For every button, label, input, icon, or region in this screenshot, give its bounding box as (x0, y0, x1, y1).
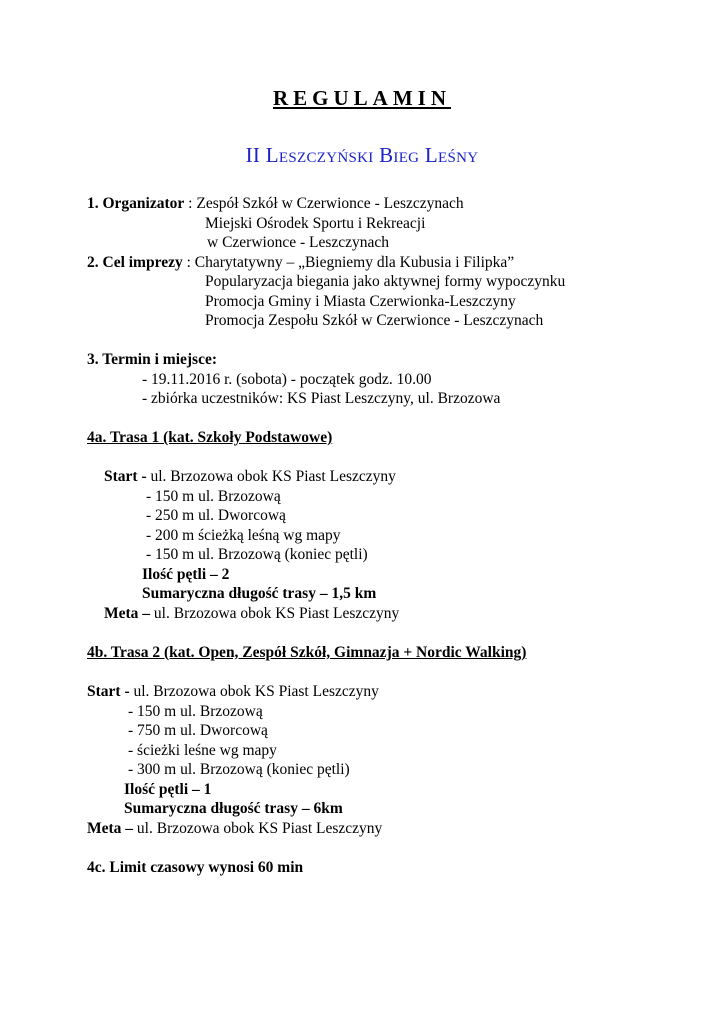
route1-heading: 4a. Trasa 1 (kat. Szkoły Podstawowe) (87, 429, 333, 446)
organizer-line: Zespół Szkół w Czerwionce - Leszczynach (196, 195, 464, 212)
document-title: REGULAMIN (272, 86, 451, 110)
route1-loops-text: Ilość pętli – 2 (142, 566, 230, 583)
route2-start-text: ul. Brzozowa obok KS Piast Leszczyny (129, 683, 379, 700)
route1-step: - 150 m ul. Brzozową (146, 488, 281, 505)
route2-start-label: Start - (87, 683, 130, 700)
term-heading-text: 3. Termin i miejsce: (87, 351, 218, 368)
goal-label: 2. Cel imprezy (87, 254, 183, 271)
route1-total-text: Sumaryczna długość trasy – 1,5 km (142, 585, 377, 602)
route1-loops (142, 565, 229, 585)
route2-start (87, 682, 379, 702)
route2-step: - 750 m ul. Dworcową (128, 722, 268, 739)
route2-finish (87, 819, 382, 839)
route1-total (142, 584, 376, 604)
route1-finish-text: ul. Brzozowa obok KS Piast Leszczyny (150, 605, 400, 622)
route1-finish (104, 604, 399, 624)
route1-start-text: ul. Brzozowa obok KS Piast Leszczyny (146, 468, 396, 485)
time-limit-text: 4c. Limit czasowy wynosi 60 min (87, 859, 304, 876)
route2-finish-text: ul. Brzozowa obok KS Piast Leszczyny (133, 820, 383, 837)
route2-loops (124, 780, 211, 800)
organizer-label: 1. Organizator (87, 195, 185, 212)
term-line: - zbiórka uczestników: KS Piast Leszczyny, ul. Brzozowa (142, 390, 501, 407)
term-heading (87, 350, 217, 370)
goal-line: Promocja Zespołu Szkół w Czerwionce - Leszczynach (205, 312, 544, 329)
route2-step: - 300 m ul. Brzozową (koniec pętli) (128, 761, 350, 778)
goal-separator: : (182, 254, 195, 271)
goal-line: Promocja Gminy i Miasta Czerwionka-Leszczyny (205, 293, 516, 310)
route2-total-text: Sumaryczna długość trasy – 6km (124, 800, 343, 817)
route1-step: - 150 m ul. Brzozową (koniec pętli) (146, 546, 368, 563)
organizer-line: Miejski Ośrodek Sportu i Rekreacji (205, 215, 426, 232)
route2-step: - 150 m ul. Brzozową (128, 703, 263, 720)
organizer-separator: : (184, 195, 197, 212)
route2-finish-label: Meta – (87, 820, 134, 837)
route2-total (124, 799, 343, 819)
goal-line: Charytatywny – „Biegniemy dla Kubusia i Filipka” (194, 254, 515, 271)
event-name: II Leszczyński Bieg Leśny (245, 143, 479, 167)
route2-loops-text: Ilość pętli – 1 (124, 781, 212, 798)
route1-finish-label: Meta – (104, 605, 151, 622)
route1-step: - 250 m ul. Dworcową (146, 507, 286, 524)
term-line: - 19.11.2016 r. (sobota) - początek godz. 10.00 (142, 371, 432, 388)
route2-heading: 4b. Trasa 2 (kat. Open, Zespół Szkół, Gimnazja + Nordic Walking) (87, 644, 527, 661)
organizer-row (87, 194, 464, 214)
organizer-line: w Czerwionce - Leszczynach (207, 234, 390, 251)
route1-start-label: Start - (104, 468, 147, 485)
route1-start (104, 467, 396, 487)
goal-row (87, 253, 514, 273)
route2-step: - ścieżki leśne wg mapy (128, 742, 277, 759)
goal-line: Popularyzacja biegania jako aktywnej formy wypoczynku (205, 273, 566, 290)
route1-step: - 200 m ścieżką leśną wg mapy (146, 527, 341, 544)
time-limit (87, 858, 303, 878)
